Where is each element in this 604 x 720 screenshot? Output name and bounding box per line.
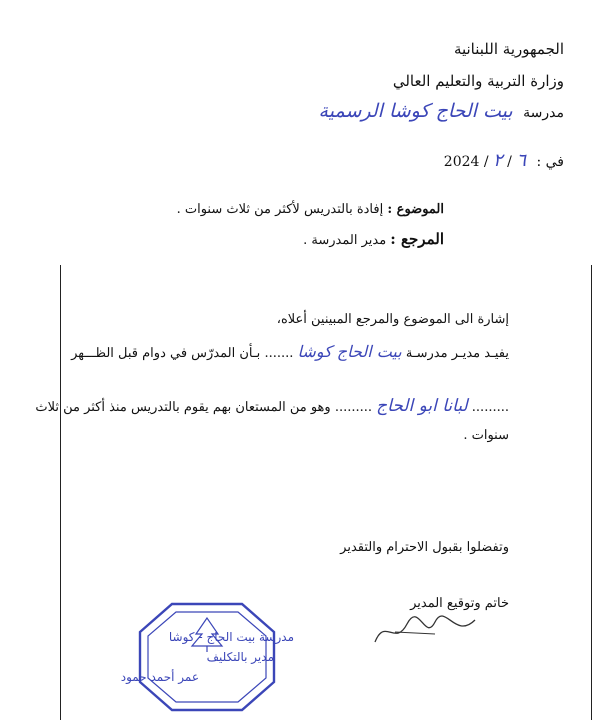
closing-text: وتفضلوا بقبول الاحترام والتقدير: [340, 540, 509, 555]
subject-label: الموضوع :: [387, 202, 444, 217]
body-line-2: يفيـد مديـر مدرسـة بيت الحاج كوشا ....... بـأن المدرّس في دوام قبل الظـــهر: [71, 342, 509, 361]
ministry-heading: وزارة التربية والتعليم العالي: [392, 72, 564, 90]
body-line-1: إشارة الى الموضوع والمرجع المبينين أعلاه،: [276, 312, 509, 327]
reference-text: مدير المدرسة .: [303, 233, 387, 248]
date-line: 2024 / ٦ / ٢ في :: [443, 150, 564, 171]
school-line: [319, 100, 564, 122]
body-line-2-school-handwritten: بيت الحاج كوشا: [297, 342, 402, 361]
signature-label: خاتم وتوقيع المدير: [410, 596, 509, 611]
subject-line: [177, 202, 444, 217]
stamp-line-2: مدير بالتكليف: [206, 650, 274, 664]
school-name-handwritten: بيت الحاج كوشا الرسمية: [318, 100, 513, 122]
republic-heading: الجمهورية اللبنانية: [453, 40, 564, 58]
school-label: مدرسة: [523, 105, 564, 121]
body-line-3-teacher-handwritten: لبانا ابو الحاج: [376, 396, 468, 416]
reference-line: [303, 230, 444, 248]
stamp-line-3: عمر أحمد حمود: [120, 670, 199, 684]
body-line-4: سنوات .: [463, 428, 509, 443]
date-month: ٢: [493, 150, 503, 171]
handwritten-signature: [365, 612, 485, 652]
date-label: في :: [536, 154, 564, 170]
date-day: ٦: [516, 150, 527, 171]
body-line-3-end: وهو من المستعان بهم يقوم بالتدريس منذ أكثر من ثلاث: [35, 400, 331, 415]
date-year: 2024: [443, 154, 480, 170]
stamp-line-1: مدرسة بيت الحاج - كوشا: [168, 630, 294, 644]
body-line-3: ......... لبانا ابو الحاج ......... وهو من المستعان بهم يقوم بالتدريس منذ أكثر من ثلاث: [35, 396, 509, 416]
reference-label: المرجع :: [390, 230, 444, 248]
body-line-2-start: يفيـد مديـر مدرسـة: [405, 346, 509, 361]
body-line-2-end: بـأن المدرّس في دوام قبل الظـــهر: [71, 346, 261, 361]
subject-text: إفادة بالتدريس لأكثر من ثلاث سنوات .: [176, 202, 384, 217]
